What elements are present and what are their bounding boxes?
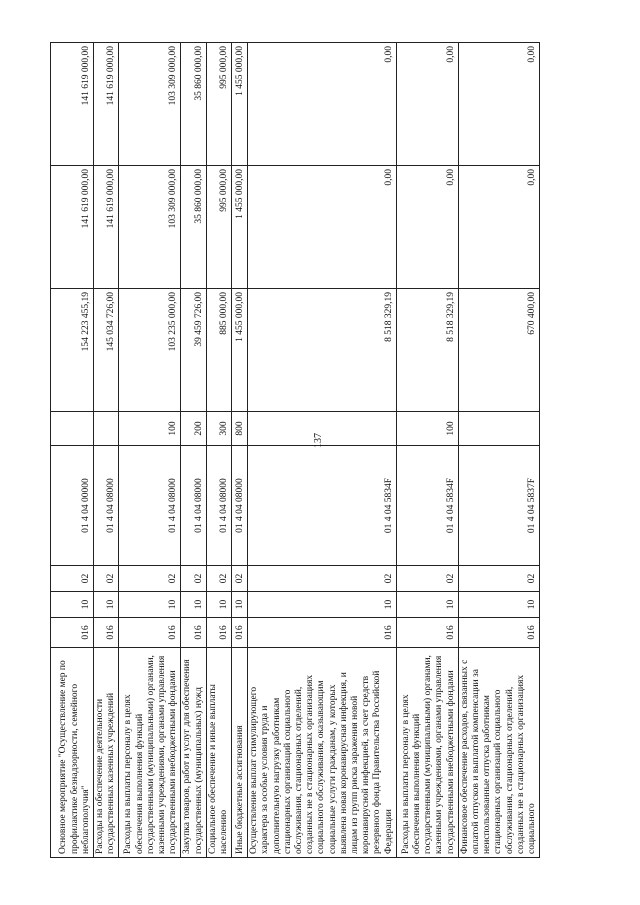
- amount-year-3: 141 619 000,00: [94, 43, 119, 166]
- section-code: 10: [206, 592, 231, 618]
- subsection-code: 02: [396, 566, 458, 592]
- amount-year-3: 35 860 000,00: [181, 43, 206, 166]
- expense-type-code: [458, 412, 539, 446]
- amount-year-2: 141 619 000,00: [94, 166, 119, 289]
- amount-year-2: 103 309 000,00: [119, 166, 181, 289]
- target-article-code: 01 4 04 00000: [51, 446, 94, 566]
- amount-year-3: 141 619 000,00: [51, 43, 94, 166]
- table-row: [181, 43, 206, 858]
- row-name: Расходы на выплаты персоналу в целях обеспечения выполнения функций государственными (муниципальными) органами, казенными учреждениями, органами управления государственными внебюджетными фондами: [396, 648, 458, 858]
- amount-year-1: 1 455 000,00: [232, 289, 248, 412]
- target-article-code: 01 4 04 08000: [181, 446, 206, 566]
- row-name: Расходы на обеспечение деятельности государственных казенных учреждений: [94, 648, 119, 858]
- subsection-code: 02: [458, 566, 539, 592]
- section-code: 10: [458, 592, 539, 618]
- row-name: Осуществление выплат стимулирующего характера за особые условия труда и дополнительную нагрузку работникам стационарных организаций социального обслуживания, стационарных отделений, созданных не в стационарных организациях социального обслуживания, оказывающим социальные услуги гражданам, у которых выявлена новая коронавирусная инфекция, и лицам из групп риска заражения новой коронавирусной инфекцией, за счет средств резервного фонда Правительства Российской Федерации: [248, 648, 397, 858]
- subsection-code: 02: [232, 566, 248, 592]
- amount-year-2: 141 619 000,00: [51, 166, 94, 289]
- ministry-code: 016: [396, 618, 458, 648]
- section-code: 10: [232, 592, 248, 618]
- subsection-code: 02: [181, 566, 206, 592]
- amount-year-1: 103 235 000,00: [119, 289, 181, 412]
- expense-type-code: 100: [119, 412, 181, 446]
- amount-year-2: 995 000,00: [206, 166, 231, 289]
- table-row: [119, 43, 181, 858]
- amount-year-1: 8 518 329,19: [396, 289, 458, 412]
- budget-table: [50, 42, 540, 858]
- ministry-code: 016: [206, 618, 231, 648]
- amount-year-3: 0,00: [458, 43, 539, 166]
- row-name: Основное мероприятие "Осуществление мер по профилактике безнадзорности, семейного неблагополучия": [51, 648, 94, 858]
- expense-type-code: 800: [232, 412, 248, 446]
- ministry-code: 016: [119, 618, 181, 648]
- amount-year-3: 103 309 000,00: [119, 43, 181, 166]
- table-row: [248, 43, 397, 858]
- subsection-code: 02: [94, 566, 119, 592]
- amount-year-3: 0,00: [248, 43, 397, 166]
- page-number: 137: [313, 433, 324, 448]
- table-row: [396, 43, 458, 858]
- target-article-code: 01 4 04 08000: [206, 446, 231, 566]
- target-article-code: 01 4 04 5834F: [396, 446, 458, 566]
- section-code: 10: [181, 592, 206, 618]
- ministry-code: 016: [94, 618, 119, 648]
- ministry-code: 016: [51, 618, 94, 648]
- amount-year-1: 154 223 455,19: [51, 289, 94, 412]
- amount-year-2: 1 455 000,00: [232, 166, 248, 289]
- expense-type-code: [248, 412, 397, 446]
- expense-type-code: 200: [181, 412, 206, 446]
- rotated-page: [50, 43, 590, 858]
- subsection-code: 02: [248, 566, 397, 592]
- row-name: Финансовое обеспечение расходов, связанных с оплатой отпусков и выплатой компенсации за неиспользованные отпуска работникам стационарных организаций социального обслуживания, стационарных отделений, созданных не в стационарных организациях социального: [458, 648, 539, 858]
- amount-year-2: 0,00: [396, 166, 458, 289]
- amount-year-1: 145 034 726,00: [94, 289, 119, 412]
- amount-year-1: 8 518 329,19: [248, 289, 397, 412]
- amount-year-2: 35 860 000,00: [181, 166, 206, 289]
- row-name: Социальное обеспечение и иные выплаты населению: [206, 648, 231, 858]
- row-name: Закупка товаров, работ и услуг для обеспечения государственных (муниципальных) нужд: [181, 648, 206, 858]
- ministry-code: 016: [232, 618, 248, 648]
- expense-type-code: 300: [206, 412, 231, 446]
- ministry-code: 016: [181, 618, 206, 648]
- row-name: Расходы на выплаты персоналу в целях обеспечения выполнения функций государственными (муниципальными) органами, казенными учреждениями, органами управления государственными внебюджетными фондами: [119, 648, 181, 858]
- section-code: 10: [396, 592, 458, 618]
- table-row: [458, 43, 539, 858]
- expense-type-code: 100: [396, 412, 458, 446]
- table-row: [232, 43, 248, 858]
- amount-year-1: 885 000,00: [206, 289, 231, 412]
- ministry-code: 016: [458, 618, 539, 648]
- section-code: 10: [248, 592, 397, 618]
- target-article-code: 01 4 04 08000: [119, 446, 181, 566]
- amount-year-1: 670 400,00: [458, 289, 539, 412]
- amount-year-2: 0,00: [248, 166, 397, 289]
- row-name: Иные бюджетные ассигнования: [232, 648, 248, 858]
- expense-type-code: [94, 412, 119, 446]
- target-article-code: 01 4 04 5837F: [458, 446, 539, 566]
- target-article-code: 01 4 04 08000: [94, 446, 119, 566]
- table-row: [206, 43, 231, 858]
- section-code: 10: [119, 592, 181, 618]
- section-code: 10: [94, 592, 119, 618]
- target-article-code: 01 4 04 5834F: [248, 446, 397, 566]
- ministry-code: 016: [248, 618, 397, 648]
- expense-type-code: [51, 412, 94, 446]
- subsection-code: 02: [206, 566, 231, 592]
- amount-year-3: 0,00: [396, 43, 458, 166]
- subsection-code: 02: [119, 566, 181, 592]
- amount-year-3: 995 000,00: [206, 43, 231, 166]
- subsection-code: 02: [51, 566, 94, 592]
- table-row: [51, 43, 94, 858]
- amount-year-3: 1 455 000,00: [232, 43, 248, 166]
- amount-year-2: 0,00: [458, 166, 539, 289]
- amount-year-1: 39 459 726,00: [181, 289, 206, 412]
- target-article-code: 01 4 04 08000: [232, 446, 248, 566]
- section-code: 10: [51, 592, 94, 618]
- table-row: [94, 43, 119, 858]
